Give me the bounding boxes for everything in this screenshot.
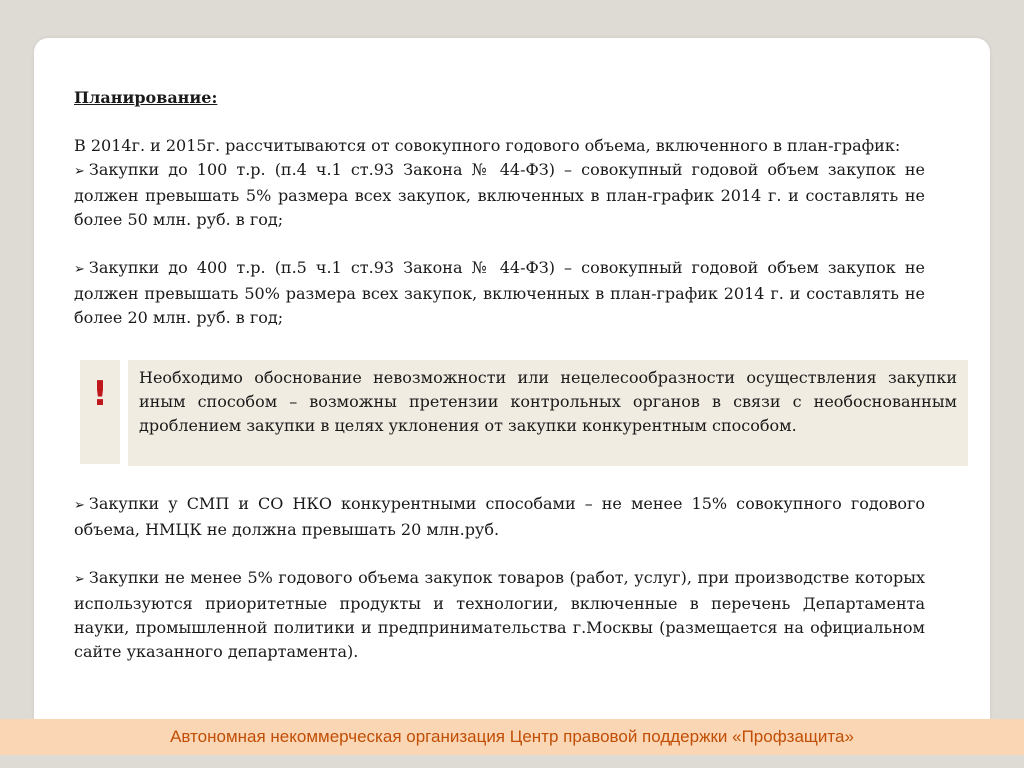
notice-text-box [128, 360, 968, 466]
bullet-arrow-icon: ➢ [74, 572, 85, 587]
bullet-item-2 [74, 256, 925, 330]
bullet-text: Закупки до 400 т.р. (п.5 ч.1 ст.93 Закона № 44-ФЗ) – совокупный годовой объем закупок не должен превышать 50% размера всех закупок, включенных в план-график 2014 г. и составлять не более 20 млн. руб. в год; [74, 258, 925, 327]
intro-paragraph: В 2014г. и 2015г. рассчитываются от совокупного годового объема, включенного в план-график: [74, 136, 901, 155]
document-body-bottom [74, 492, 925, 664]
bullet-text: Закупки у СМП и СО НКО конкурентными способами – не менее 15% совокупного годового объема, НМЦК не должна превышать 20 млн.руб. [74, 494, 925, 539]
document-body-top [74, 86, 925, 330]
exclamation-icon: ! [92, 374, 108, 414]
bullet-arrow-icon: ➢ [74, 262, 85, 277]
bullet-text: Закупки не менее 5% годового объема закупок товаров (работ, услуг), при производстве которых используются приоритетные продукты и технологии, включенные в перечень Департамента науки, промышленной политики и предпринимательства г.Москвы (размещается на официальном сайте указанного департамента). [74, 568, 925, 661]
notice-text: Необходимо обоснование невозможности или нецелесообразности осуществления закупки иным способом – возможны претензии контрольных органов в связи с необоснованным дроблением закупки в целях уклонения от закупки конкурентным способом. [139, 368, 957, 435]
bullet-text: Закупки до 100 т.р. (п.4 ч.1 ст.93 Закона № 44-ФЗ) – совокупный годовой объем закупок не должен превышать 5% размера всех закупок, включенных в план-график 2014 г. и составлять не более 50 млн. руб. в год; [74, 160, 925, 229]
bullet-item-3 [74, 492, 925, 542]
bullet-arrow-icon: ➢ [74, 498, 85, 513]
exclamation-box [80, 360, 120, 464]
bullet-arrow-icon: ➢ [74, 164, 85, 179]
warning-notice [80, 360, 968, 466]
bullet-item-1 [74, 158, 925, 232]
bullet-item-4 [74, 566, 925, 664]
footer-banner: Автономная некоммерческая организация Центр правовой поддержки «Профзащита» [0, 719, 1024, 755]
page-title: Планирование: [74, 88, 218, 107]
